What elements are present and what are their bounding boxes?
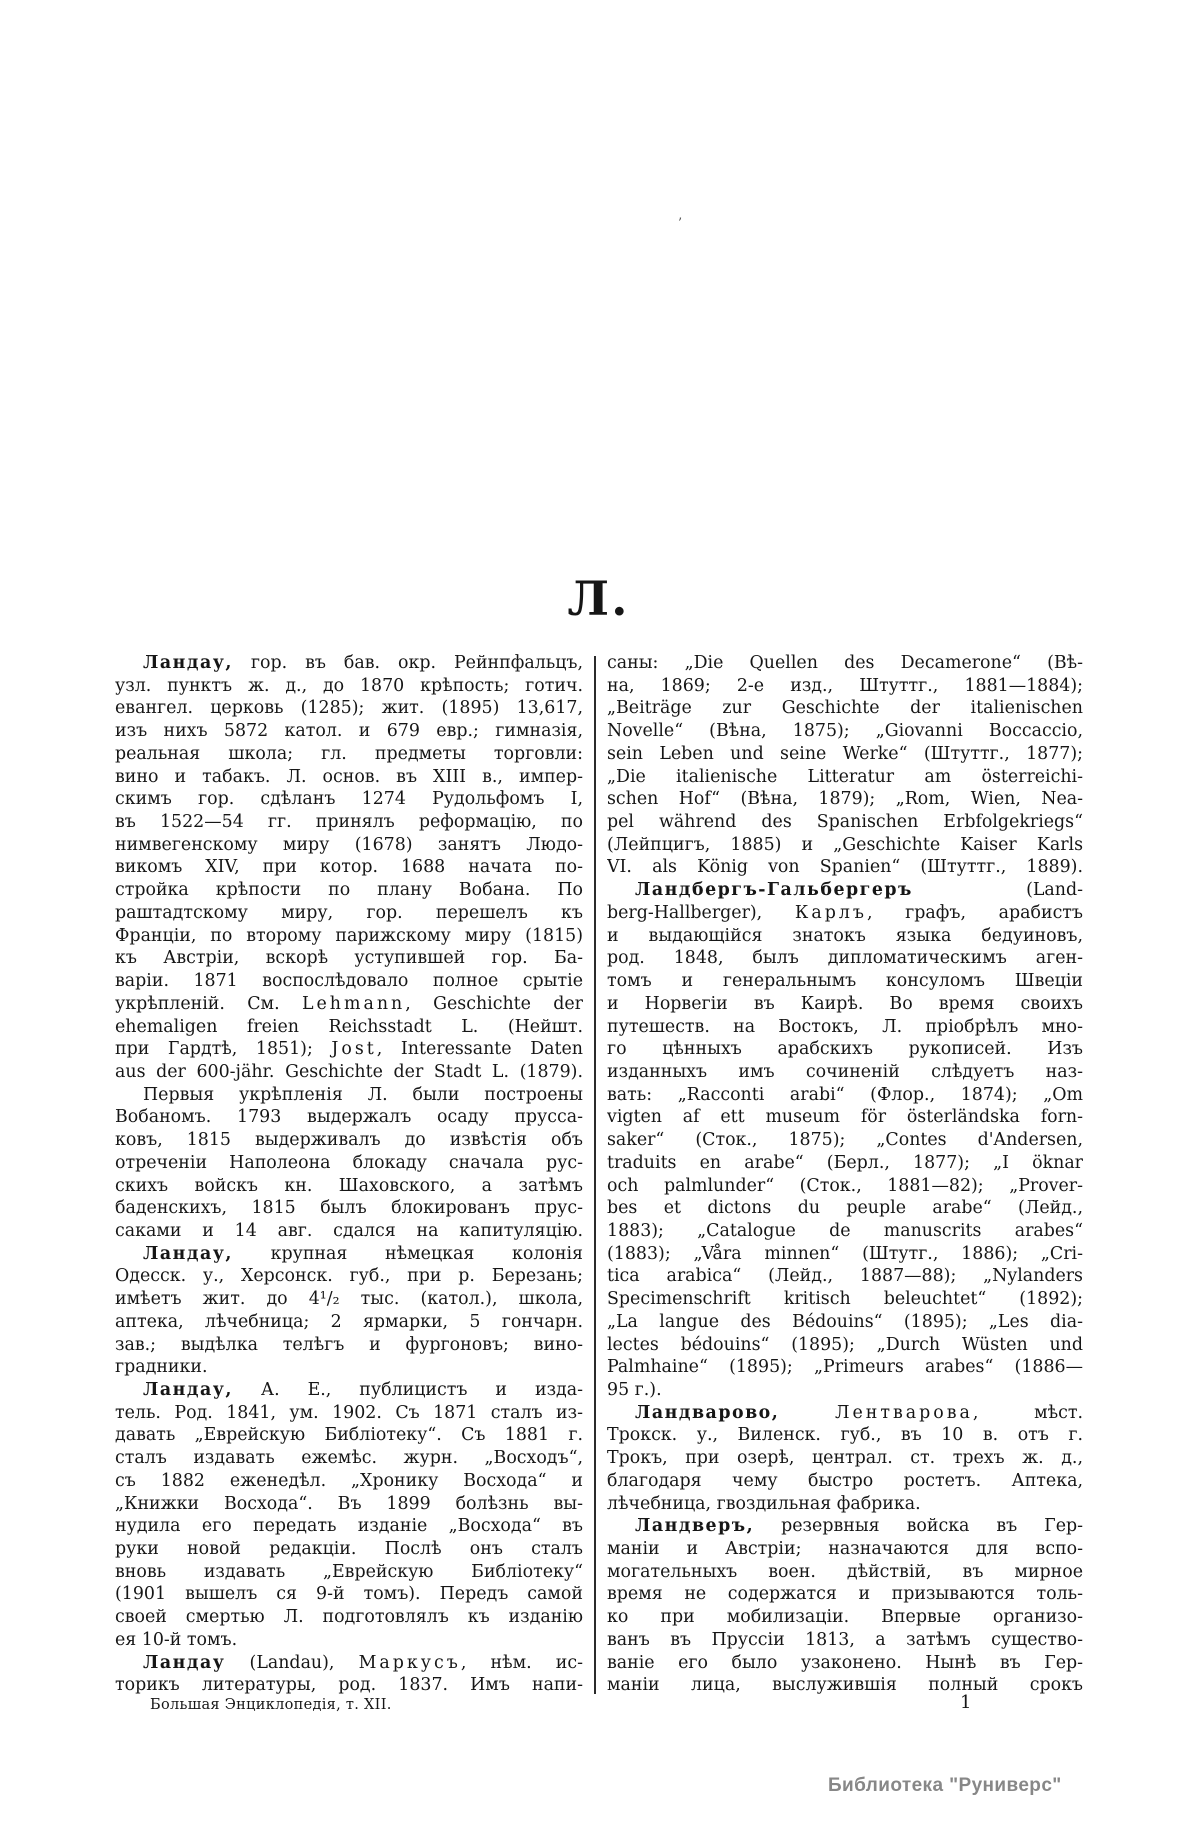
text-line: saker“ (Сток., 1875); „Contes d'Andersen, <box>607 1130 1083 1151</box>
text-line: „Beiträge zur Geschichte der italienischen <box>607 698 1083 719</box>
text-line: давать „Еврейскую Библіотеку“. Съ 1881 г. <box>115 1425 583 1446</box>
text-line: sein Leben und seine Werke“ (Штуттг., 1877); <box>607 743 1083 764</box>
text-line: aus der 600-jähr. Geschichte der Stadt L. (1879). <box>115 1061 583 1082</box>
text-line: Трокск. у., Виленск. губ., въ 10 в. отъ г. <box>607 1425 1083 1446</box>
text-line: ковъ, 1815 выдерживалъ до извѣстія объ <box>115 1130 583 1151</box>
entry-headword: Ландау, <box>143 1243 233 1264</box>
text-line: bes et dictons du peuple arabe“ (Лейд., <box>607 1198 1083 1219</box>
text-line: Palmhaine“ (1895); „Primeurs arabes“ (1886— <box>607 1357 1083 1378</box>
text-line: изданныхъ имъ сочиненій слѣдуетъ наз- <box>607 1061 1083 1082</box>
text-line: Ландау, крупная нѣмецкая колонія <box>143 1243 583 1264</box>
text-line: маніи и Австріи; назначаются для вспо- <box>607 1539 1083 1560</box>
text-line: узл. пунктъ ж. д., до 1870 крѣпость; готич. <box>115 675 583 696</box>
text-line: путешеств. на Востокъ, Л. пріобрѣлъ мно- <box>607 1016 1083 1037</box>
text-line: тель. Род. 1841, ум. 1902. Съ 1871 сталъ из- <box>115 1402 583 1423</box>
entry-headword: Ландау, <box>143 1380 233 1400</box>
text-line: могательныхъ воен. дѣйствій, въ мирное <box>607 1561 1083 1582</box>
text-line: на, 1869; 2-е изд., Штуттг., 1881—1884); <box>607 675 1083 696</box>
text-line: торикъ литературы, род. 1837. Имъ напи- <box>115 1675 583 1696</box>
text-line: и выдающійся знатокъ языка бедуиновъ, <box>607 925 1083 946</box>
column-left <box>115 652 583 1697</box>
text-line: маніи лица, выслужившія полный срокъ <box>607 1675 1083 1696</box>
text-line: Specimenschrift kritisch beleuchtet“ (1892); <box>607 1289 1083 1310</box>
scan-speck: ’ <box>678 216 683 231</box>
entry-headword: Ландбергъ-Гальбергеръ <box>635 880 913 901</box>
text-line: нудила его передать изданіе „Восхода“ въ <box>115 1516 583 1537</box>
spaced-emphasis: Jost <box>331 1039 377 1060</box>
section-letter-heading: Л. <box>567 572 630 627</box>
text-line: 1883); „Catalogue de manuscrits arabes“ <box>607 1220 1083 1241</box>
text-line: викомъ XIV, при котор. 1688 начата по- <box>115 857 583 878</box>
text-line: ваніе его было узаконено. Нынѣ въ Гер- <box>607 1652 1083 1673</box>
column-right <box>607 652 1083 1697</box>
page-number: 1 <box>960 1692 972 1713</box>
text-line: время не содержатся и призываются толь- <box>607 1584 1083 1605</box>
text-line: баденскихъ, 1815 былъ блокированъ прус- <box>115 1198 583 1219</box>
text-line: вать: „Racconti arabi“ (Флор., 1874); „Om <box>607 1084 1083 1105</box>
spaced-emphasis: Маркусъ <box>358 1652 461 1673</box>
spaced-emphasis: Лентварова <box>834 1402 973 1423</box>
text-line: Вобаномъ. 1793 выдержалъ осаду прусса- <box>115 1107 583 1128</box>
text-line: изъ нихъ 5872 катол. и 679 евр.; гимназія, <box>115 721 583 742</box>
entry-headword: Ландау <box>143 1652 226 1673</box>
text-line: ко при мобилизаціи. Впервые организо- <box>607 1607 1083 1628</box>
text-line: евангел. церковь (1285); жит. (1895) 13,617, <box>115 698 583 719</box>
text-line: благодаря чему быстро ростетъ. Аптека, <box>607 1470 1083 1491</box>
text-line: градники. <box>115 1357 208 1378</box>
text-line: сталъ издавать ежемѣс. журн. „Восходъ“, <box>115 1448 583 1469</box>
text-line: (1901 вышелъ ся 9-й томъ). Передъ самой <box>115 1584 583 1605</box>
text-line: саны: „Die Quellen des Decamerone“ (Вѣ- <box>607 653 1083 673</box>
text-line: „Die italienische Litteratur am österreichi- <box>607 766 1083 787</box>
entry-headword: Ландварово, <box>635 1402 780 1423</box>
text-line: скихъ войскъ кн. Шаховского, а затѣмъ <box>115 1175 583 1196</box>
text-line: варіи. 1871 воспослѣдовало полное срытіе <box>115 971 583 992</box>
text-line: и Норвегіи въ Каирѣ. Во время своихъ <box>607 993 1083 1014</box>
text-line: вновь издавать „Еврейскую Библіотеку“ <box>115 1561 583 1582</box>
text-line: ея 10-й томъ. <box>115 1629 238 1650</box>
text-line: „La langue des Bédouins“ (1895); „Les dia- <box>607 1311 1083 1332</box>
text-line: Ландау (Landau), Маркусъ, нѣм. ис- <box>143 1652 583 1673</box>
text-line: Novelle“ (Вѣна, 1875); „Giovanni Boccaccio, <box>607 721 1083 742</box>
text-line: зав.; выдѣлка телѣгъ и фургоновъ; вино- <box>115 1334 583 1355</box>
text-line: аптека, лѣчебница; 2 ярмарки, 5 гончарн. <box>115 1311 583 1332</box>
text-line: (1883); „Våra minnen“ (Штутг., 1886); „Cri- <box>607 1243 1083 1264</box>
text-line: къ Австріи, вскорѣ уступившей гор. Ба- <box>115 948 583 969</box>
text-line: раштадтскому миру, гор. перешелъ къ <box>115 902 583 923</box>
text-line: tica arabica“ (Лейд., 1887—88); „Nylanders <box>607 1266 1083 1287</box>
text-line: въ 1522—54 гг. принялъ реформацію, по <box>115 812 583 833</box>
text-line: „Книжки Восхода“. Въ 1899 болѣзнь вы- <box>115 1493 583 1514</box>
text-line: Франціи, по второму парижскому миру (1815) <box>115 925 583 946</box>
text-line: ehemaligen freien Reichsstadt L. (Нейшт. <box>115 1016 583 1037</box>
text-line: pel während des Spanischen Erbfolgekriegs“ <box>607 812 1083 833</box>
text-line: Ландау, гор. въ бав. окр. Рейнпфальцъ, <box>143 653 583 673</box>
text-line: Ландварово, Лентварова, мѣст. <box>635 1402 1083 1423</box>
text-line: имѣетъ жит. до 4¹/₂ тыс. (катол.), школа, <box>115 1289 583 1310</box>
text-line: саками и 14 авг. сдался на капитуляцію. <box>115 1220 583 1241</box>
text-line: lectes bédouins“ (1895); „Durch Wüsten und <box>607 1334 1083 1355</box>
text-line: vigten af ett museum för österländska forn- <box>607 1107 1083 1128</box>
text-line: лѣчебница, гвоздильная фабрика. <box>607 1493 921 1514</box>
entry-headword: Ландау, <box>143 653 233 673</box>
text-line: berg-Hallberger), Карлъ, графъ, арабистъ <box>607 902 1083 923</box>
text-line: Одесск. у., Херсонск. губ., при р. Березань; <box>115 1266 583 1287</box>
text-line: реальная школа; гл. предметы торговли: <box>115 743 583 764</box>
text-line: отреченіи Наполеона блокаду сначала рус- <box>115 1152 583 1173</box>
text-line: och palmlunder“ (Сток., 1881—82); „Prover- <box>607 1175 1083 1196</box>
text-line: при Гардтѣ, 1851); Jost, Interessante Daten <box>115 1039 583 1060</box>
text-line: руки новой редакціи. Послѣ онъ сталъ <box>115 1539 583 1560</box>
text-line: своей смертью Л. подготовлялъ къ изданію <box>115 1607 583 1628</box>
footer-volume-note: Большая Энциклопедія, т. XII. <box>150 1697 392 1713</box>
text-line: съ 1882 еженедѣл. „Хронику Восхода“ и <box>115 1470 583 1491</box>
text-line: стройка крѣпости по плану Вобана. По <box>115 880 583 901</box>
text-line: укрѣпленій. См. Lehmann, Geschichte der <box>115 993 583 1014</box>
text-line: (Лейпцигъ, 1885) и „Geschichte Kaiser Karls <box>607 834 1083 855</box>
column-divider-rule <box>594 656 596 1694</box>
entry-headword: Ландверъ, <box>635 1516 755 1537</box>
text-line: ванъ въ Пруссіи 1813, а затѣмъ существо- <box>607 1629 1083 1650</box>
text-line: го цѣнныхъ арабскихъ рукописей. Изъ <box>607 1039 1083 1060</box>
spaced-emphasis: Карлъ <box>794 902 867 923</box>
text-line: traduits en arabe“ (Берл., 1877); „I öknar <box>607 1152 1083 1173</box>
text-line: нимвегенскому миру (1678) занятъ Людо- <box>115 834 583 855</box>
text-line: VI. als König von Spanien“ (Штуттг., 1889). <box>607 857 1083 878</box>
text-line: скимъ гор. сдѣланъ 1274 Рудольфомъ I, <box>115 789 583 810</box>
text-line: Ландау, А. Е., публицистъ и изда- <box>143 1380 583 1400</box>
text-line: Трокъ, при озерѣ, централ. ст. трехъ ж. д., <box>607 1448 1083 1469</box>
spaced-emphasis: Lehmann <box>301 993 406 1014</box>
text-line: Ландбергъ-Гальбергеръ (Land- <box>635 880 1083 901</box>
text-line: Ландверъ, резервныя войска въ Гер- <box>635 1516 1083 1537</box>
text-line: 95 г.). <box>607 1380 662 1400</box>
library-watermark: Библиотека "Руниверс" <box>828 1775 1062 1796</box>
text-line: род. 1848, былъ дипломатическимъ аген- <box>607 948 1083 969</box>
text-line: вино и табакъ. Л. основ. въ XIII в., импер- <box>115 766 583 787</box>
text-line: Первыя укрѣпленія Л. были построены <box>143 1084 583 1105</box>
text-line: schen Hof“ (Вѣна, 1879); „Rom, Wien, Nea- <box>607 789 1083 810</box>
text-line: томъ и генеральнымъ консуломъ Швеціи <box>607 971 1083 992</box>
